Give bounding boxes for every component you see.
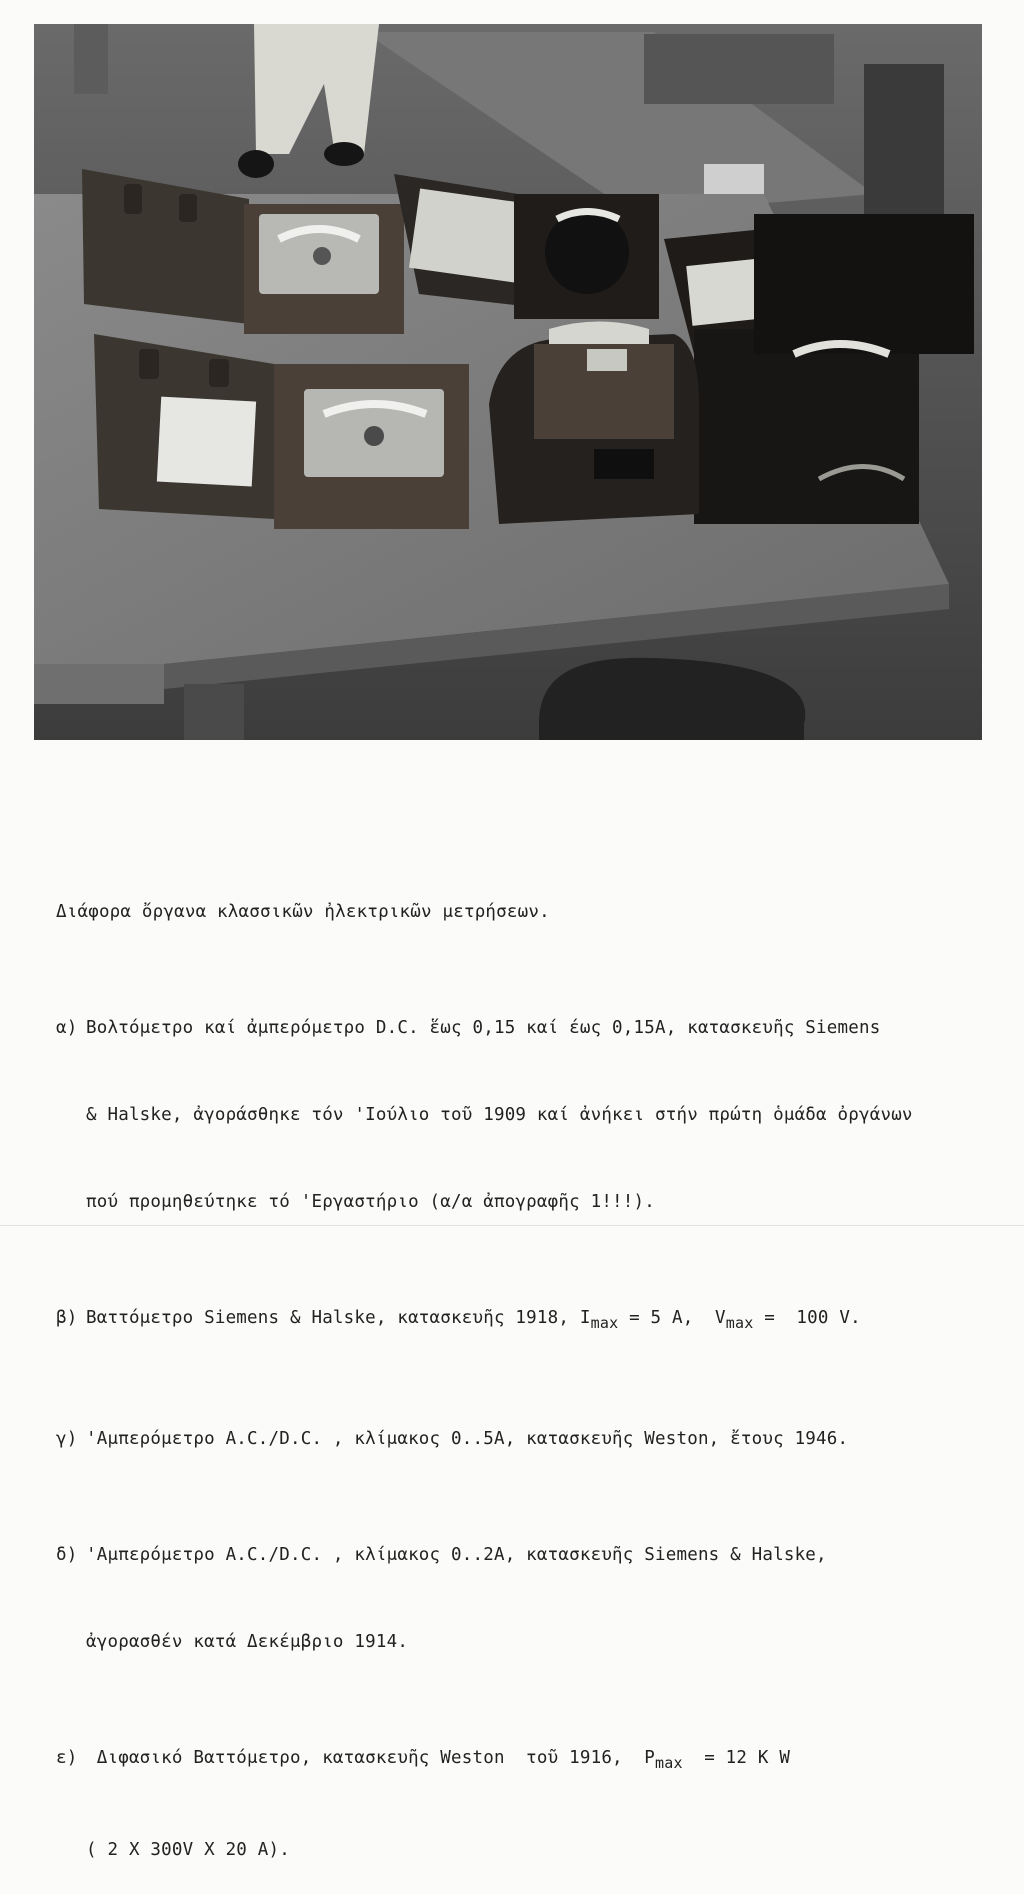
- item-label: γ): [56, 1429, 78, 1449]
- caption: [56, 840, 996, 1894]
- item-text: 'Αμπερόμετρο A.C./D.C. , κλίμακος 0..5Α, κατασκευῆς Weston, ἔτους 1946.: [86, 1429, 849, 1449]
- voltage-symbol: V: [714, 1308, 726, 1328]
- current-symbol: I: [579, 1308, 591, 1328]
- instrument-photo: [34, 24, 982, 740]
- item-label: ε): [56, 1748, 78, 1768]
- power-value: = 12 K W: [682, 1748, 791, 1768]
- voltage-subscript: max: [725, 1314, 754, 1332]
- item-text: 'Αμπερόμετρο A.C./D.C. , κλίμακος 0..2Α, κατασκευῆς Siemens & Halske,: [86, 1545, 827, 1565]
- current-subscript: max: [590, 1314, 619, 1332]
- list-item: [56, 1425, 996, 1454]
- item-continuation: ἀγορασθέν κατά Δεκέμβριο 1914.: [86, 1632, 409, 1652]
- caption-title: Διάφορα ὄργανα κλασσικῶν ἠλεκτρικῶν μετρήσεων.: [56, 902, 550, 922]
- item-continuation: πού προμηθεύτηκε τό 'Εργαστήριο (α/α ἀπογραφῆς 1!!!).: [86, 1192, 656, 1212]
- list-item: [56, 1014, 996, 1043]
- list-item: [56, 1744, 996, 1778]
- item-continuation: ( 2 X 300V X 20 A).: [86, 1840, 290, 1860]
- item-text: Βαττόμετρο Siemens & Halske, κατασκευῆς 1918,: [86, 1308, 570, 1328]
- power-subscript: max: [655, 1754, 683, 1772]
- item-text: Διφασικό Βαττόμετρο, κατασκευῆς Weston τοῦ 1916,: [86, 1748, 623, 1768]
- voltage-value: = 100 V.: [764, 1308, 861, 1328]
- item-label: α): [56, 1018, 78, 1038]
- power-symbol: P: [644, 1748, 656, 1768]
- item-text: Βολτόμετρο καί ἀμπερόμετρο D.C. ἕως 0,15 καί έως 0,15Α, κατασκευῆς Siemens: [86, 1018, 881, 1038]
- item-continuation: & Halske, ἀγοράσθηκε τόν 'Ιούλιο τοῦ 1909 καί ἀνήκει στήν πρώτη ὁμάδα ὀργάνων: [86, 1105, 913, 1125]
- item-label: δ): [56, 1545, 78, 1565]
- item-label: β): [56, 1308, 78, 1328]
- list-item: [56, 1541, 996, 1570]
- current-value: = 5 A,: [629, 1308, 694, 1328]
- list-item: [56, 1304, 996, 1338]
- page-divider: [0, 1225, 1024, 1226]
